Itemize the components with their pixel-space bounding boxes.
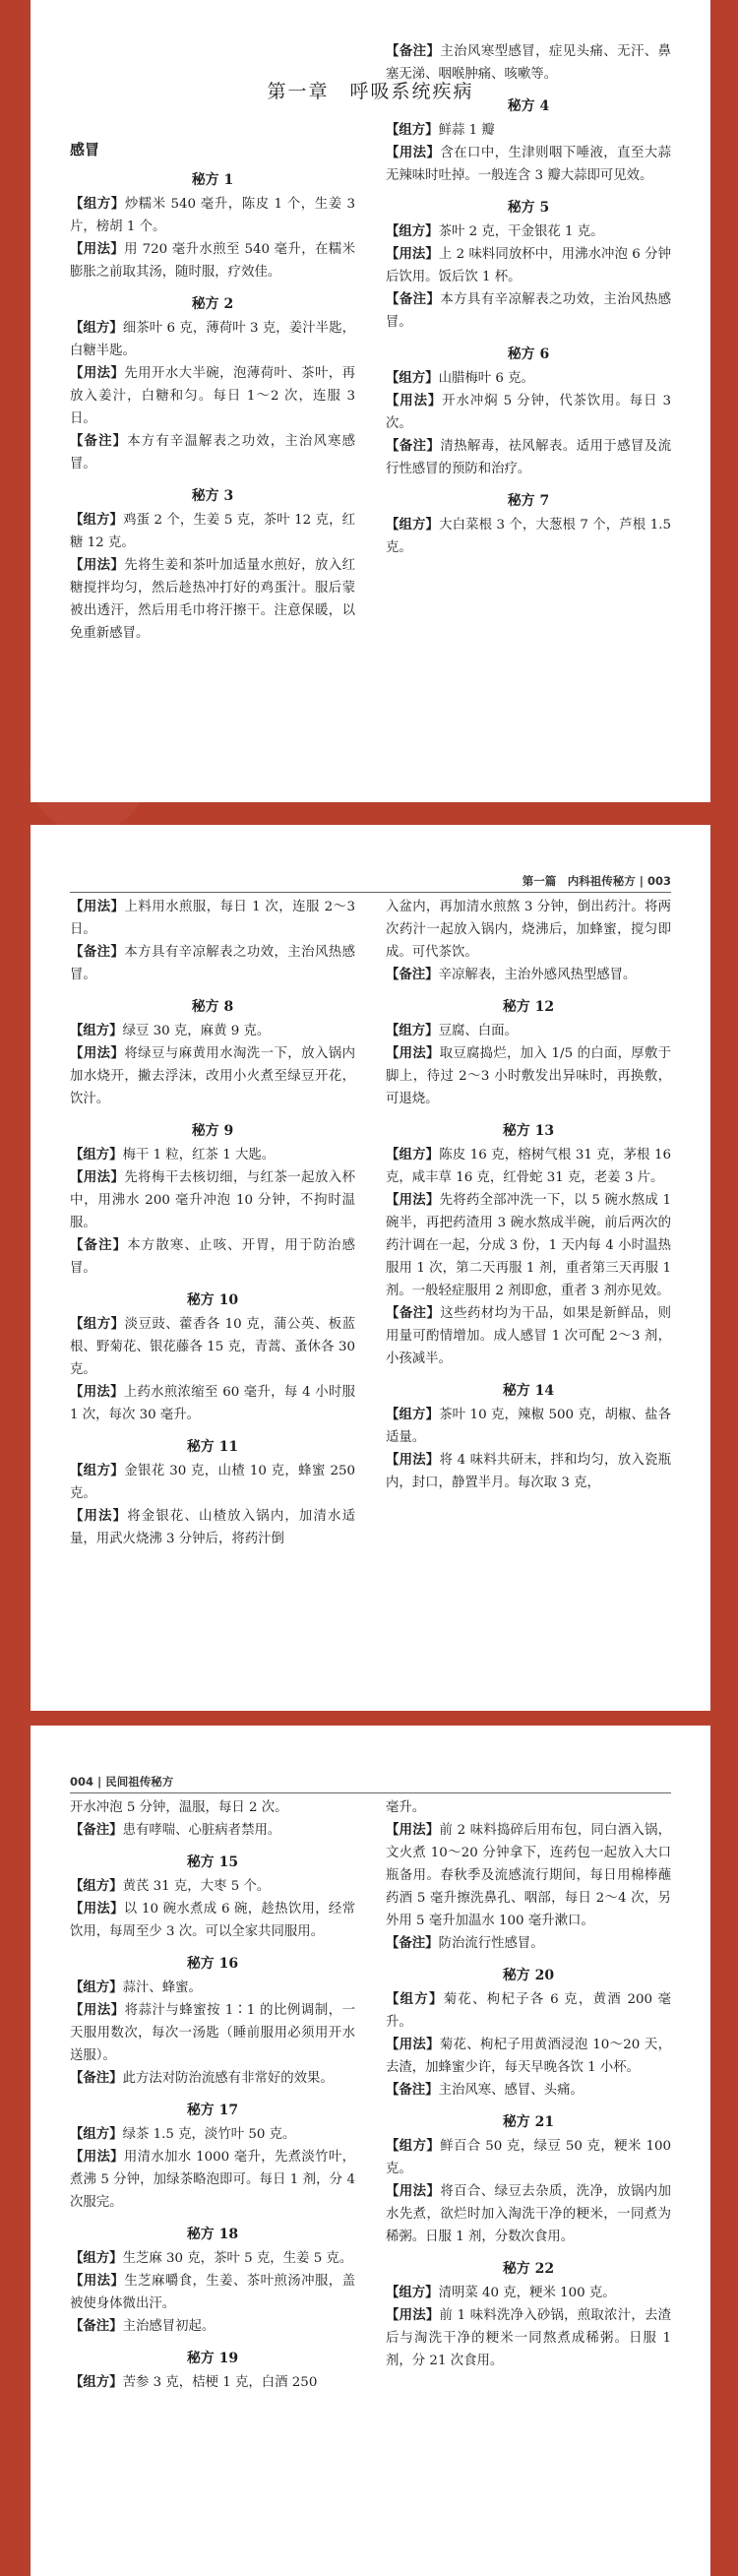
recipe-entry xyxy=(70,317,355,362)
entry-text: 豆腐、白面。 xyxy=(438,1024,518,1038)
entry-text: 本方具有辛凉解表之功效，主治风热感冒。 xyxy=(70,945,356,982)
entry-label: 【组方】 xyxy=(70,1878,123,1894)
entry-label: 【用法】 xyxy=(70,2149,124,2165)
entry-text: 鲜蒜 1 瓣 xyxy=(438,123,495,138)
entry-label: 【组方】 xyxy=(70,2126,123,2142)
recipe-entry xyxy=(70,2371,355,2394)
entry-label: 【用法】 xyxy=(70,2002,125,2018)
entry-text: 上药水煎浓缩至 60 毫升，每 4 小时服 1 次，每次 30 毫升。 xyxy=(70,1385,355,1422)
entry-text: 取豆腐捣烂，加入 1/5 的白面，厚敷于脚上，待过 2～3 小时敷发出异味时，再换敷，可退烧。 xyxy=(386,1046,672,1106)
recipe-heading: 秘方 7 xyxy=(507,493,550,509)
entry-text: 金银花 30 克，山楂 10 克，蜂蜜 250 克。 xyxy=(70,1464,356,1501)
entry-text: 前 2 味料捣碎后用布包，同白酒入锅，文火煮 10～20 分钟拿下，连药包一起放入大口瓶备用。春秋季及流感流行期间，每日用棉棒蘸药酒 5 毫升擦洗鼻孔、咽部，每日 2～4 次，另外用 5 毫升加温水 100 毫升漱口。 xyxy=(386,1823,671,1928)
entry-label: 【用法】 xyxy=(70,1508,128,1524)
entry-label: 【组方】 xyxy=(386,1991,444,2007)
entry-text: 防治流行性感冒。 xyxy=(438,1936,544,1951)
entry-text: 先用开水大半碗，泡薄荷叶、茶叶，再放入姜汁，白糖和匀。每日 1～2 次，连服 3 日。 xyxy=(70,366,356,426)
recipe-entry xyxy=(386,2180,671,2248)
continued-text: 入盆内，再加清水煎熬 3 分钟，倒出药汁。将两次药汁一起放入锅内，烧沸后，加蜂蜜，搅匀即成。可代茶饮。 xyxy=(386,900,671,960)
recipe-entry xyxy=(70,2315,355,2338)
entry-text: 苦参 3 克，桔梗 1 克，白酒 250 xyxy=(122,2375,318,2390)
recipe-entry xyxy=(386,1189,671,1302)
recipe-entry xyxy=(386,1449,671,1494)
entry-label: 【用法】 xyxy=(386,1822,440,1838)
recipe-entry xyxy=(386,1042,671,1110)
entry-label: 【用法】 xyxy=(70,1384,124,1400)
recipe-heading: 秘方 10 xyxy=(186,1292,239,1308)
entry-text: 陈皮 16 克，榕树气根 31 克，茅根 16 克，咸丰草 16 克，红骨蛇 31 克，老姜 3 片。 xyxy=(386,1148,671,1185)
entry-label: 【备注】 xyxy=(386,291,441,307)
recipe-entry xyxy=(386,1404,671,1449)
right-column xyxy=(386,40,671,645)
entry-label: 【组方】 xyxy=(70,1147,123,1162)
recipe-entry xyxy=(386,1302,671,1370)
recipe-entry xyxy=(386,40,671,86)
recipe-entry xyxy=(70,554,355,645)
recipe-heading: 秘方 19 xyxy=(186,2351,239,2366)
entry-label: 【备注】 xyxy=(70,433,128,449)
recipe-entry xyxy=(386,288,671,334)
recipe-entry xyxy=(386,119,671,142)
entry-label: 【组方】 xyxy=(386,223,439,239)
entry-label: 【备注】 xyxy=(70,2318,123,2334)
recipe-entry xyxy=(70,238,355,283)
book-page-3 xyxy=(31,1726,710,2576)
recipe-heading: 秘方 3 xyxy=(191,488,234,504)
recipe-entry xyxy=(70,1460,355,1505)
entry-text: 生芝麻嚼食，生姜、茶叶煎汤冲服，盖被使身体微出汗。 xyxy=(70,2274,356,2311)
header-rule xyxy=(70,892,671,893)
entry-label: 【用法】 xyxy=(386,2307,440,2323)
entry-text: 此方法对防治流感有非常好的效果。 xyxy=(122,2071,334,2086)
recipe-entry xyxy=(386,2079,671,2102)
recipe-entry xyxy=(70,1313,355,1381)
recipe-heading: 秘方 16 xyxy=(186,1956,239,1972)
entry-label: 【用法】 xyxy=(386,246,439,262)
recipe-entry xyxy=(70,896,355,941)
entry-label: 【备注】 xyxy=(386,43,441,59)
entry-text: 大白菜根 3 个，大葱根 7 个，芦根 1.5 克。 xyxy=(386,518,671,555)
entry-label: 【用法】 xyxy=(386,1045,440,1061)
entry-text: 将绿豆与麻黄用水淘洗一下，放入锅内加水烧开，撇去浮沫，改用小火煮至绿豆开花，饮汁。 xyxy=(70,1046,356,1106)
recipe-entry xyxy=(70,1977,355,1999)
recipe-heading: 秘方 22 xyxy=(502,2261,555,2277)
header-text: 第一篇 内科祖传秘方 | 003 xyxy=(522,874,671,888)
entry-text: 患有哮喘、心脏病者禁用。 xyxy=(122,1823,281,1838)
recipe-entry xyxy=(70,1234,355,1280)
recipe-heading: 秘方 15 xyxy=(186,1854,239,1870)
recipe-entry xyxy=(70,1819,355,1842)
entry-text: 茶叶 2 克，干金银花 1 克。 xyxy=(438,224,604,239)
recipe-entry xyxy=(70,941,355,986)
entry-text: 将蒜汁与蜂蜜按 1∶1 的比例调制，一天服用数次，每次一汤匙（睡前服用必须用开水送服）。 xyxy=(70,2003,355,2063)
entry-label: 【备注】 xyxy=(70,944,125,960)
recipe-entry xyxy=(386,142,671,187)
entry-text: 黄芪 31 克，大枣 5 个。 xyxy=(122,1879,271,1894)
book-page-2 xyxy=(31,825,710,1711)
recipe-entry xyxy=(70,1875,355,1898)
recipe-heading: 秘方 8 xyxy=(191,999,234,1015)
entry-text: 主治风寒型感冒，症见头痛、无汗、鼻塞无涕、咽喉肿痛、咳嗽等。 xyxy=(386,44,672,82)
entry-text: 开水冲焖 5 分钟，代茶饮用。每日 3 次。 xyxy=(386,394,672,431)
entry-text: 这些药材均为干品，如果是新鲜品，则用量可酌情增加。成人感冒 1 次可配 2～3 剂，小孩减半。 xyxy=(386,1306,672,1366)
entry-label: 【用法】 xyxy=(70,1045,125,1061)
recipe-entry xyxy=(70,430,355,475)
recipe-entry xyxy=(70,2270,355,2315)
recipe-entry xyxy=(70,1898,355,1943)
recipe-entry xyxy=(70,509,355,554)
recipe-entry xyxy=(386,1819,671,1932)
entry-text: 绿豆 30 克，麻黄 9 克。 xyxy=(122,1024,271,1038)
recipe-heading: 秘方 9 xyxy=(191,1123,234,1139)
entry-label: 【组方】 xyxy=(386,517,440,533)
continued-text: 毫升。 xyxy=(386,1800,426,1815)
entry-text: 以 10 碗水煮成 6 碗，趁热饮用，经常饮用，每周至少 3 次。可以全家共同服用。 xyxy=(70,1902,355,1939)
recipe-heading: 秘方 20 xyxy=(502,1968,555,1983)
recipe-entry xyxy=(386,1144,671,1189)
entry-label: 【用法】 xyxy=(386,1452,440,1468)
entry-text: 本方散寒、止咳、开胃，用于防治感冒。 xyxy=(70,1238,355,1276)
entry-text: 本方有辛温解表之功效，主治风寒感冒。 xyxy=(70,434,355,471)
entry-text: 菊花、枸杞子各 6 克，黄酒 200 毫升。 xyxy=(386,1992,671,2030)
right-column xyxy=(386,896,671,1550)
recipe-entry xyxy=(70,1020,355,1042)
recipe-entry xyxy=(70,1144,355,1166)
recipe-entry xyxy=(386,2034,671,2079)
entry-text: 炒糯米 540 毫升，陈皮 1 个，生姜 3 片，榜胡 1 个。 xyxy=(70,197,355,234)
entry-text: 梅干 1 粒，红茶 1 大匙。 xyxy=(122,1148,276,1162)
entry-text: 绿茶 1.5 克，淡竹叶 50 克。 xyxy=(122,2127,296,2142)
entry-text: 将金银花、山楂放入锅内，加清水适量，用武火烧沸 3 分钟后，将药汁倒 xyxy=(70,1509,355,1546)
recipe-heading: 秘方 4 xyxy=(507,98,550,114)
recipe-entry xyxy=(70,1042,355,1110)
entry-text: 主治风寒、感冒、头痛。 xyxy=(438,2083,584,2098)
entry-label: 【组方】 xyxy=(386,370,439,386)
entry-text: 前 1 味料洗净入砂锅，煎取浓汁，去渣后与淘洗干净的粳米一同熬煮成稀粥。日服 1 剂，分 21 次食用。 xyxy=(386,2308,671,2368)
entry-label: 【用法】 xyxy=(70,1169,125,1185)
recipe-entry xyxy=(70,1166,355,1234)
recipe-entry xyxy=(386,367,671,390)
entry-label: 【组方】 xyxy=(386,1147,440,1162)
recipe-entry xyxy=(386,2282,671,2304)
entry-text: 菊花、枸杞子用黄酒浸泡 10～20 天，去渣，加蜂蜜少许，每天早晚各饮 1 小杯。 xyxy=(386,2038,672,2075)
recipe-entry xyxy=(70,193,355,238)
entry-text: 蒜汁、蜂蜜。 xyxy=(122,1980,202,1995)
recipe-entry xyxy=(386,1988,671,2034)
recipe-entry xyxy=(70,362,355,430)
recipe-heading: 秘方 5 xyxy=(507,200,550,216)
header-text: 004 | 民间祖传秘方 xyxy=(70,1775,174,1789)
entry-label: 【备注】 xyxy=(70,1237,128,1253)
right-column xyxy=(386,1796,671,2394)
entry-text: 先将药全部冲洗一下，以 5 碗水熬成 1 碗半，再把药渣用 3 碗水熬成半碗，前后两次的药汁调在一起，分成 3 份，1 天内每 4 小时温热服用 1 次，第二天再服 1 剂，重者第三天再服 1 剂。一般轻症服用 2 剂即愈，重者 3 剂亦见效。 xyxy=(386,1193,672,1298)
entry-text: 用清水加水 1000 毫升，先煮淡竹叶，煮沸 5 分钟，加绿茶略泡即可。每日 1 剂，分 4 次服完。 xyxy=(70,2150,355,2210)
entry-label: 【组方】 xyxy=(70,1316,125,1332)
recipe-entry xyxy=(70,1999,355,2067)
entry-label: 【备注】 xyxy=(386,438,441,454)
entry-label: 【用法】 xyxy=(386,393,443,408)
recipe-entry xyxy=(386,1020,671,1042)
recipe-heading: 秘方 18 xyxy=(186,2227,239,2242)
entry-text: 将 4 味料共研末，拌和均匀，放入瓷瓶内，封口，静置半月。每次取 3 克， xyxy=(386,1453,671,1490)
entry-text: 清明菜 40 克，粳米 100 克。 xyxy=(438,2286,616,2300)
recipe-entry xyxy=(386,220,671,243)
entry-text: 用 720 毫升水煎至 540 毫升，在糯米膨胀之前取其汤，随时服，疗效佳。 xyxy=(70,242,355,280)
recipe-entry xyxy=(386,1932,671,1955)
recipe-entry xyxy=(386,2304,671,2372)
entry-label: 【备注】 xyxy=(70,1822,123,1838)
recipe-entry xyxy=(386,390,671,435)
section-title: 感冒 xyxy=(70,141,100,158)
entry-text: 辛凉解表，主治外感风热型感冒。 xyxy=(438,968,637,982)
entry-label: 【组方】 xyxy=(70,1023,123,1038)
entry-text: 先将生姜和茶叶加适量水煎好，放入红糖搅拌均匀，然后趁热冲打好的鸡蛋汁。服后蒙被出透汗，然后用毛巾将汗擦干。注意保暖，以免重新感冒。 xyxy=(70,558,356,641)
entry-text: 本方具有辛凉解表之功效，主治风热感冒。 xyxy=(386,292,672,330)
entry-text: 上 2 味料同放杯中，用沸水冲泡 6 分钟后饮用。饭后饮 1 杯。 xyxy=(386,247,671,284)
entry-text: 淡豆豉、藿香各 10 克，蒲公英、板蓝根、野菊花、银花藤各 15 克，青蒿、蚤休各 30 克。 xyxy=(70,1317,356,1377)
entry-text: 山腊梅叶 6 克。 xyxy=(438,371,534,386)
entry-label: 【备注】 xyxy=(386,1935,439,1951)
entry-label: 【组方】 xyxy=(70,2374,123,2390)
entry-label: 【用法】 xyxy=(70,365,125,381)
entry-label: 【备注】 xyxy=(386,2082,439,2098)
recipe-entry xyxy=(70,2123,355,2146)
recipe-entry xyxy=(386,435,671,480)
recipe-entry xyxy=(386,2135,671,2180)
entry-label: 【组方】 xyxy=(386,1023,439,1038)
entry-label: 【用法】 xyxy=(386,145,441,160)
entry-label: 【备注】 xyxy=(386,967,439,982)
book-page-1 xyxy=(31,0,710,802)
entry-text: 鲜百合 50 克，绿豆 50 克，粳米 100 克。 xyxy=(386,2139,672,2176)
entry-label: 【备注】 xyxy=(386,1305,441,1321)
recipe-entry xyxy=(70,2247,355,2270)
entry-label: 【组方】 xyxy=(70,1979,123,1995)
recipe-heading: 秘方 11 xyxy=(186,1439,239,1455)
chapter-title: 第一章 呼吸系统疾病 xyxy=(267,81,474,102)
entry-label: 【组方】 xyxy=(386,122,439,138)
entry-label: 【组方】 xyxy=(70,196,125,212)
entry-label: 【用法】 xyxy=(70,2273,125,2289)
recipe-heading: 秘方 2 xyxy=(191,296,234,312)
entry-text: 上料用水煎服，每日 1 次，连服 2～3 日。 xyxy=(70,900,356,937)
entry-label: 【备注】 xyxy=(70,2070,123,2086)
recipe-heading: 秘方 1 xyxy=(191,172,234,188)
entry-text: 主治感冒初起。 xyxy=(122,2319,215,2334)
entry-text: 细茶叶 6 克，薄荷叶 3 克，姜汁半匙，白糖半匙。 xyxy=(70,321,355,358)
recipe-entry xyxy=(386,243,671,288)
entry-label: 【用法】 xyxy=(386,2183,441,2199)
left-column xyxy=(70,896,355,1550)
entry-label: 【组方】 xyxy=(386,1407,440,1422)
recipe-entry xyxy=(70,2067,355,2090)
entry-text: 茶叶 10 克，辣椒 500 克，胡椒、盐各适量。 xyxy=(386,1408,671,1445)
running-header xyxy=(70,825,671,894)
entry-text: 将百合、绿豆去杂质，洗净，放锅内加水先煮，欲烂时加入淘洗干净的粳米，一同煮为稀粥。日服 1 剂，分数次食用。 xyxy=(386,2184,672,2244)
entry-label: 【组方】 xyxy=(70,2250,123,2266)
entry-text: 生芝麻 30 克，茶叶 5 克，生姜 5 克。 xyxy=(122,2251,353,2266)
entry-label: 【用法】 xyxy=(70,899,125,914)
entry-label: 【用法】 xyxy=(70,241,125,257)
entry-text: 含在口中，生津则咽下唾液，直至大蒜无辣味时吐掉。一般连含 3 瓣大蒜即可见效。 xyxy=(386,146,672,183)
recipe-heading: 秘方 17 xyxy=(186,2103,239,2118)
recipe-heading: 秘方 14 xyxy=(502,1383,555,1399)
recipe-entry xyxy=(70,1505,355,1550)
left-column xyxy=(70,107,355,645)
recipe-entry xyxy=(70,1381,355,1426)
entry-label: 【用法】 xyxy=(70,1901,124,1916)
entry-label: 【组方】 xyxy=(386,2285,439,2300)
recipe-entry xyxy=(70,2146,355,2214)
recipe-heading: 秘方 21 xyxy=(502,2114,555,2130)
header-rule xyxy=(70,1792,671,1793)
entry-text: 鸡蛋 2 个，生姜 5 克，茶叶 12 克，红糖 12 克。 xyxy=(70,513,355,550)
entry-text: 先将梅干去核切细，与红茶一起放入杯中，用沸水 200 毫升冲泡 10 分钟，不拘时温服。 xyxy=(70,1170,356,1230)
left-column xyxy=(70,1796,355,2394)
entry-label: 【组方】 xyxy=(70,512,124,528)
entry-label: 【用法】 xyxy=(70,557,125,573)
entry-text: 清热解毒，祛风解表。适用于感冒及流行性感冒的预防和治疗。 xyxy=(386,439,672,476)
recipe-heading: 秘方 13 xyxy=(502,1123,555,1139)
entry-label: 【组方】 xyxy=(70,320,123,336)
entry-label: 【组方】 xyxy=(70,1463,125,1478)
continued-text: 开水冲泡 5 分钟，温服，每日 2 次。 xyxy=(70,1800,288,1815)
recipe-entry xyxy=(386,964,671,986)
recipe-heading: 秘方 12 xyxy=(502,999,555,1015)
recipe-entry xyxy=(386,514,671,559)
entry-label: 【组方】 xyxy=(386,2138,441,2154)
entry-label: 【用法】 xyxy=(386,2037,440,2052)
entry-label: 【用法】 xyxy=(386,1192,440,1208)
running-header xyxy=(70,1726,671,1794)
recipe-heading: 秘方 6 xyxy=(507,346,550,362)
